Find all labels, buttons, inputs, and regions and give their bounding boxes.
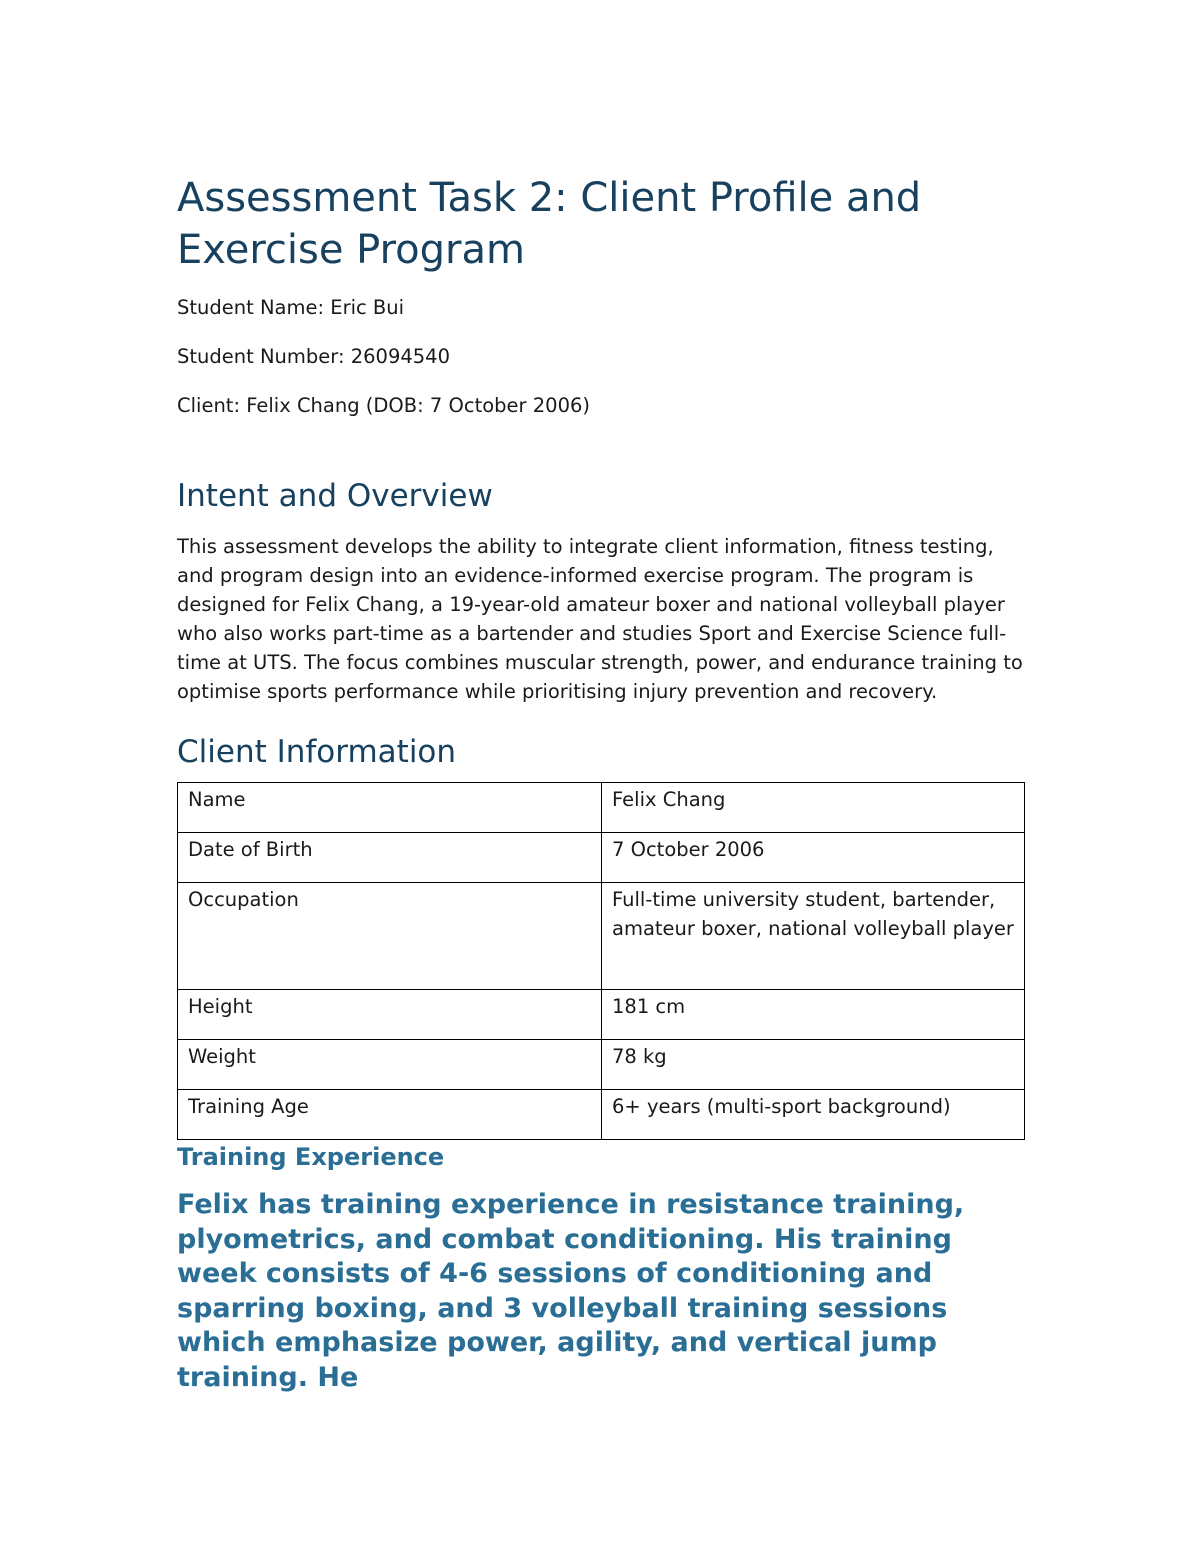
table-row [178, 783, 1025, 833]
row-value: 7 October 2006 [602, 833, 1025, 883]
row-label: Weight [178, 1040, 602, 1090]
document-title: Assessment Task 2: Client Profile and Exercise Program [177, 175, 922, 273]
student-name: Student Name: Eric Bui [177, 296, 405, 319]
training-experience-paragraph: Felix has training experience in resistance training, plyometrics, and combat conditioning. His training week consists of 4-6 sessions of conditioning and sparring boxing, and 3 volleyball training sessions which emphasize power, agility, and vertical jump training. He [177, 1189, 965, 1393]
student-number: Student Number: 26094540 [177, 345, 450, 368]
client-info-table [177, 782, 1025, 1140]
intent-paragraph: This assessment develops the ability to integrate client information, fitness testing, and program design into an evidence-informed exercise program. The program is designed for Felix Chang, a 19-year-old amateur boxer and national volleyball player who also works part-time as a bartender and studies Sport and Exercise Science full-time at UTS. The focus combines muscular strength, power, and endurance training to optimise sports performance while prioritising injury prevention and recovery. [177, 535, 1023, 703]
row-label: Height [178, 990, 602, 1040]
row-label: Name [178, 783, 602, 833]
table-row [178, 1090, 1025, 1140]
training-experience-heading: Training Experience [177, 1143, 445, 1171]
row-value: Felix Chang [602, 783, 1025, 833]
row-value: 181 cm [602, 990, 1025, 1040]
row-value: 6+ years (multi-sport background) [602, 1090, 1025, 1140]
document-content [177, 172, 1027, 1395]
table-row [178, 1040, 1025, 1090]
table-row [178, 883, 1025, 990]
row-value: 78 kg [602, 1040, 1025, 1090]
client-info-heading: Client Information [177, 734, 457, 770]
row-label: Date of Birth [178, 833, 602, 883]
table-row [178, 990, 1025, 1040]
row-value: Full-time university student, bartender, amateur boxer, national volleyball player [602, 883, 1025, 990]
row-label: Training Age [178, 1090, 602, 1140]
intent-heading: Intent and Overview [177, 478, 493, 514]
client-line: Client: Felix Chang (DOB: 7 October 2006) [177, 394, 590, 417]
row-label: Occupation [178, 883, 602, 990]
table-row [178, 833, 1025, 883]
